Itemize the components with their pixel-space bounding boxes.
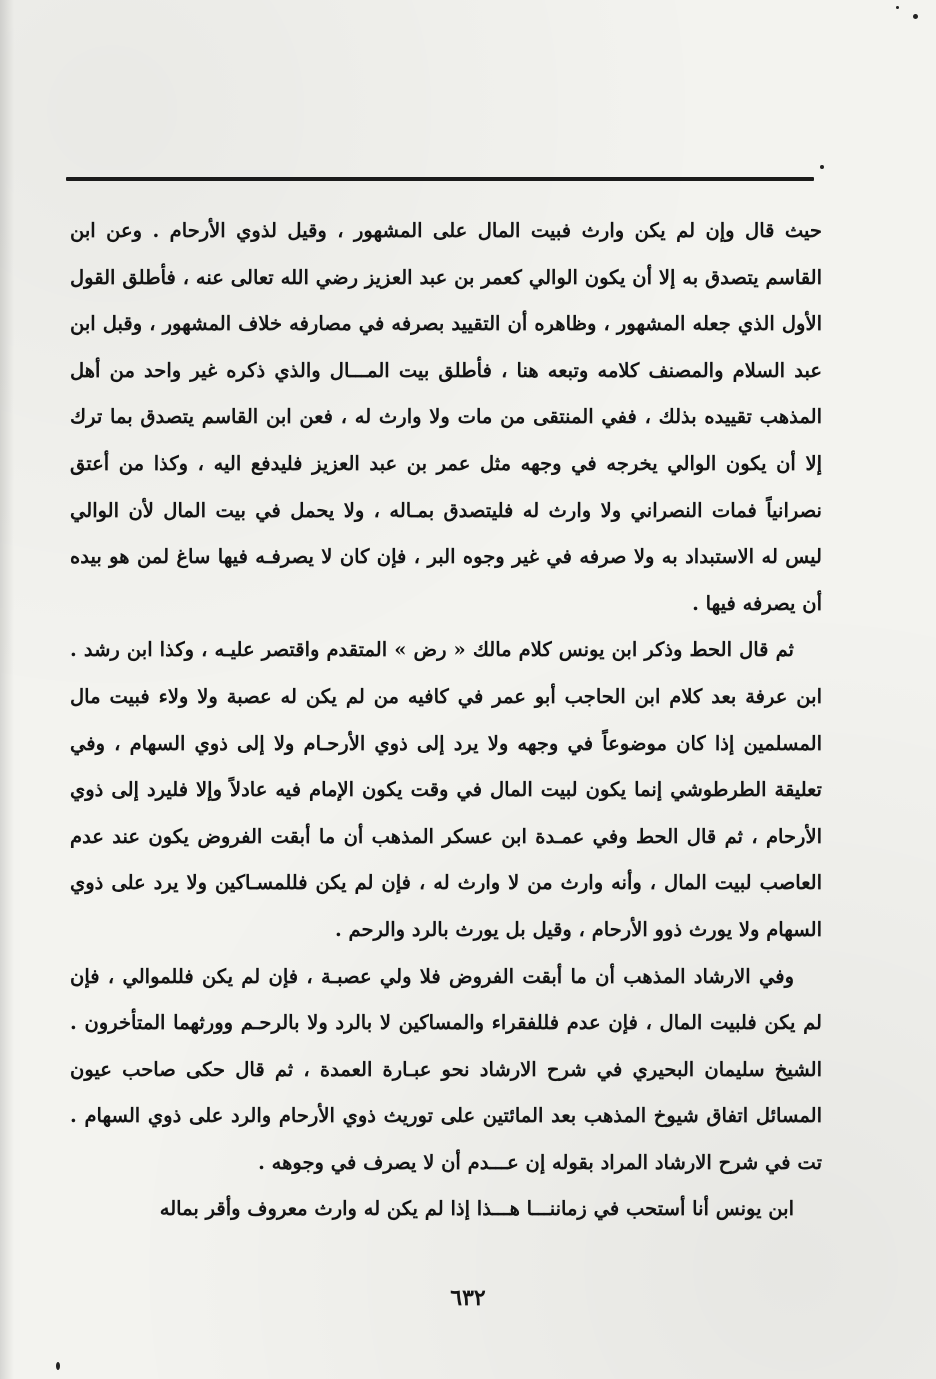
scan-speck [896,6,899,9]
scan-speck [913,14,918,19]
paragraph-4: ابن يونس أنا أستحب في زماننـــا هـــذا إذا لم يكن له وارث معروف وأقر بماله [159,1197,794,1221]
header-rule [66,177,814,181]
scan-speck [56,1362,60,1370]
scan-speck [820,165,824,169]
paragraph-2: ثم قال الحط وذكر ابن يونس كلام مالك « رض » المتقدم واقتصر عليـه ، وكذا ابن رشد . ابن عرفة بعد كلام ابن الحاجب أبو عمر في كافيه من لم يكن له عصبة ولا ولاء فبيت مال المسلمين إذا كان موضوعاً في وجهه ولا يرد إلى ذوي الأرحـام ولا إلى ذوي السهام ، وفي تعليقة الطرطوشي إنما يكون لبيت المال في وقت يكون الإمام فيه عادلاً وإلا فليرد إلى ذوي الأرحام ، ثم قال الحط وفي عمـدة ابن عسكر المذهب أن ما أبقت الفروض يكون عند عدم العاصب لبيت المال ، وأنه وارث من لا وارث له ، فإن لم يكن فللمسـاكين ولا يرد على ذوي السهام ولا يورث ذوو الأرحام ، وقيل بل يورث بالرد والرحم . [70,638,822,941]
page-number: ٦٣٢ [450,1285,486,1311]
paragraph-1: حيث قال وإن لم يكن وارث فبيت المال على المشهور ، وقيل لذوي الأرحام . وعن ابن القاسم يتصدق به إلا أن يكون الوالي كعمر بن عبد العزيز رضي الله تعالى عنه ، فأطلق القول الأول الذي جعله المشهور ، وظاهره أن التقييد بصرفه في مصارفه خلاف المشهور ، وقبل ابن عبد السلام والمصنف كلامه وتبعه هنا ، فأطلق بيت المـــال والذي ذكره غير واحد من أهل المذهب تقييده بذلك ، ففي المنتقى من مات ولا وارث له ، فعن ابن القاسم يتصدق بما ترك إلا أن يكون الوالي يخرجه في وجهه مثل عمر بن عبد العزيز فليدفع اليه ، وكذا من أعتق نصرانياً فمات النصراني ولا وارث له فليتصدق بمـاله ، ولا يحمل في بيت المال لأن الوالي ليس له الاستبداد به ولا صرفه في غير وجوه البر ، فإن كان لا يصرفـه فيها ساغ لمن هو بيده أن يصرفه فيها . [70,219,822,615]
page-edge-shadow [0,0,14,1379]
body-text [70,208,822,1233]
paragraph-3: وفي الارشاد المذهب أن ما أبقت الفروض فلا ولي عصبـة ، فإن لم يكن فللموالي ، فإن لم يكن فلبيت المال ، فإن عدم فللفقراء والمساكين لا بالرد ولا بالرحـم وورثهما المتأخرون . الشيخ سليمان البحيري في شرح الارشاد نحو عبـارة العمدة ، ثم قال حكى صاحب عيون المسائل اتفاق شيوخ المذهب بعد المائتين على توريث ذوي الأرحام والرد على ذوي السهام . تت في شرح الارشاد المراد بقوله إن عـــدم أن لا يصرف في وجوهه . [70,964,822,1174]
